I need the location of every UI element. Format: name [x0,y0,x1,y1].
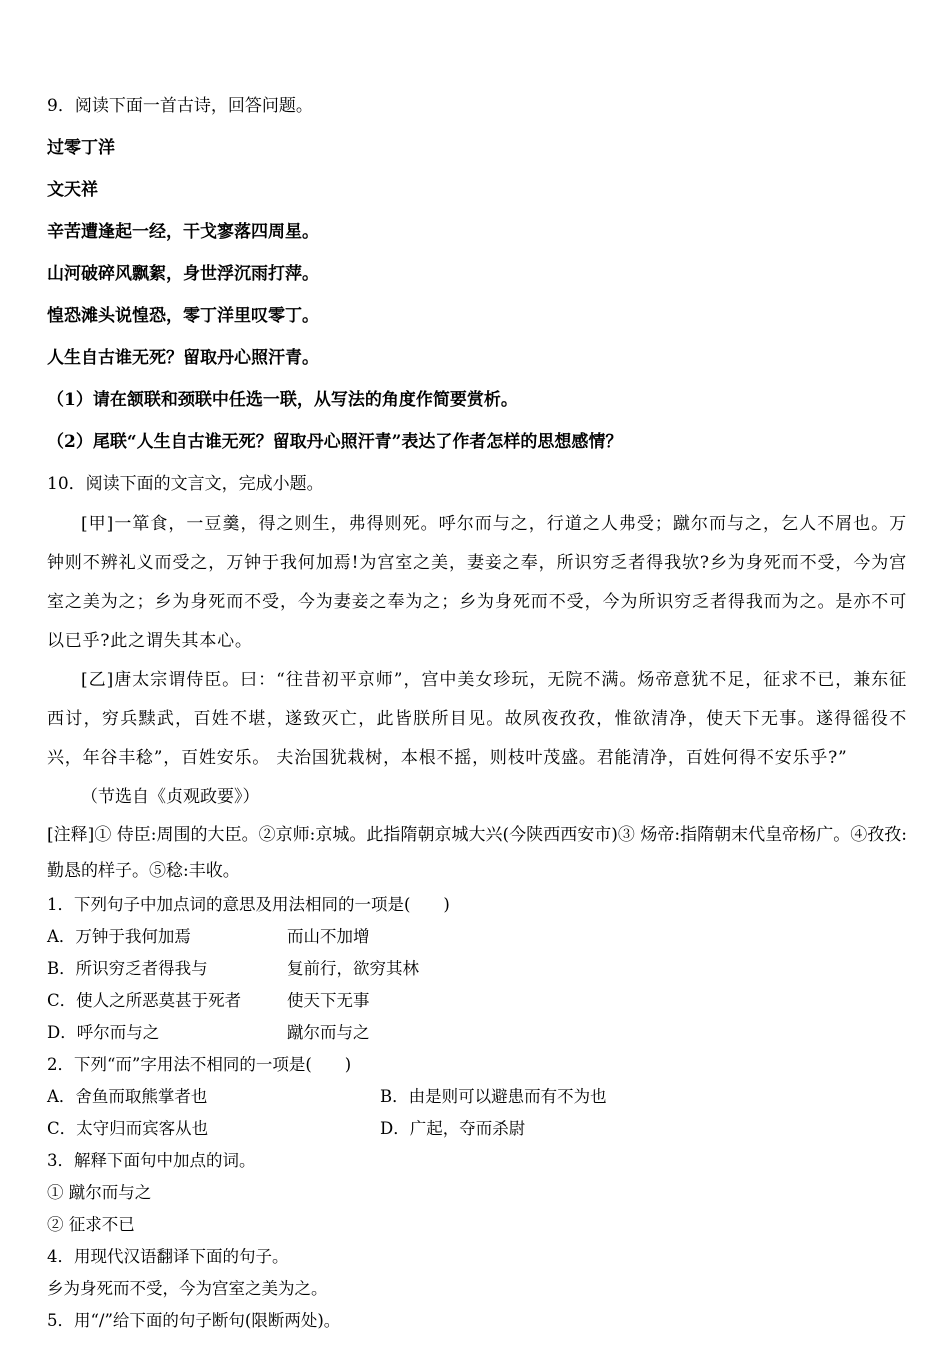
option-a-left-text: A．万钟于我何加焉 [47,927,191,946]
poem-author: 文天祥 [47,180,98,200]
passage-source: （节选自《贞观政要》） [81,787,260,807]
q9-sub-question-1: （1）请在颔联和颈联中任选一联，从写法的角度作简要赏析。 [47,390,518,410]
question-9-block [47,85,907,463]
option-b-text: B．由是则可以避患而有不为也 [380,1087,607,1106]
option-b-right-text: 复前行，欲穷其林 [287,959,419,978]
poem-title: 过零丁洋 [47,138,115,158]
poem-line-1: 辛苦遭逢起一经，干戈寥落四周星。 [47,222,319,242]
q9-sub-question-2: （2）尾联“人生自古谁无死？留取丹心照汗青”表达了作者怎样的思想感情？ [47,432,623,452]
passage-yi: [乙]唐太宗谓侍臣。曰：“往昔初平京师”，宫中美女珍玩，无院不满。炀帝意犹不足，征求不已，兼东征西讨，穷兵黩武，百姓不堪，遂致灭亡，此皆朕所目见。故夙夜孜孜，惟欲清净，使天下无事。遂得徭役不兴，年谷丰稔”，百姓安乐。 夫治国犹栽树，本根不摇，则枝叶茂盛。君能清净，百姓何得不安乐乎?” [47,670,907,768]
q10-sub3-item-2: ② 征求不已 [47,1215,135,1234]
q10-sub3-item-1: ① 蹴尔而与之 [47,1183,152,1202]
poem-line-2: 山河破碎风飘絮，身世浮沉雨打萍。 [47,264,319,284]
q10-sub2-stem: 2．下列“而”字用法不相同的一项是( ) [47,1055,352,1074]
q10-sub1-option-d [47,1017,907,1049]
option-a-text: A．舍鱼而取熊掌者也 [47,1087,208,1106]
option-d-text: D．广起，夺而杀尉 [380,1119,526,1138]
option-d-left-text: D．呼尔而与之 [47,1023,160,1042]
option-c-text: C．太守归而宾客从也 [47,1119,209,1138]
q10-stem: 10．阅读下面的文言文，完成小题。 [47,474,324,494]
q10-sub1-stem: 1．下列句子中加点词的意思及用法相同的一项是( ) [47,895,450,914]
q10-sub5-stem: 5．用“/”给下面的句子断句(限断两处)。 [47,1311,341,1330]
option-c-left-text: C．使人之所恶莫甚于死者 [47,991,242,1010]
q10-sub1-option-a [47,921,907,953]
option-c-right-text: 使天下无事 [287,991,370,1010]
poem-line-3: 惶恐滩头说惶恐，零丁洋里叹零丁。 [47,306,319,326]
q10-sub4-stem: 4．用现代汉语翻译下面的句子。 [47,1247,289,1266]
question-10-block [47,463,907,1337]
poem-line-4: 人生自古谁无死？留取丹心照汗青。 [47,348,319,368]
option-b-left-text: B．所识穷乏者得我与 [47,959,208,978]
q10-sub2-row-ab [47,1081,907,1113]
q10-sub2-row-cd [47,1113,907,1145]
passage-notes: [注释]① 侍臣:周围的大臣。②京师:京城。此指隋朝京城大兴(今陕西西安市)③ 炀帝:指隋朝末代皇帝杨广。④孜孜:勤恳的样子。⑤稔:丰收。 [47,825,907,881]
passage-jia: [甲]一箪食，一豆羹，得之则生，弗得则死。呼尔而与之，行道之人弗受；蹴尔而与之，乞人不屑也。万钟则不辨礼义而受之，万钟于我何加焉!为宫室之美，妻妾之奉，所识穷乏者得我欤?乡为身死而不受，今为宫室之美为之；乡为身死而不受，今为妻妾之奉为之；乡为身死而不受，今为所识穷乏者得我而为之。是亦不可以已乎?此之谓失其本心。 [47,514,907,651]
q10-sub3-stem: 3．解释下面句中加点的词。 [47,1151,256,1170]
option-a-right-text: 而山不加增 [287,927,370,946]
q10-sub1-option-c [47,985,907,1017]
option-d-right-text: 蹴尔而与之 [287,1023,370,1042]
q9-stem: 9．阅读下面一首古诗，回答问题。 [47,96,313,116]
q10-sub1-option-b [47,953,907,985]
q10-sub4-sentence: 乡为身死而不受，今为宫室之美为之。 [47,1279,328,1298]
